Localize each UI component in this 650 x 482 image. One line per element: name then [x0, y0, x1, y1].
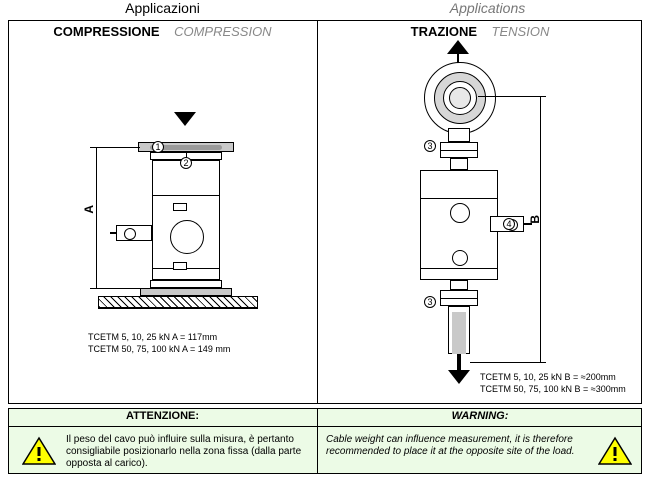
ground-hatch: [98, 296, 258, 308]
upper-thread: [450, 158, 468, 170]
lower-rod-shade: [452, 312, 466, 354]
body-slot-top: [173, 203, 187, 211]
dimension-ext-b-top: [478, 96, 540, 97]
dimension-tick-a-bottom: [90, 288, 102, 289]
callout-4: 4: [503, 218, 515, 230]
upper-nut-line: [440, 150, 478, 151]
callout-2: 2: [180, 157, 192, 169]
left-note-1: TCETM 5, 10, 25 kN A = 117mm: [88, 332, 218, 342]
load-arrow-up-icon: [447, 40, 469, 54]
tension-body-line-1: [420, 198, 498, 199]
warning-text-italian: Il peso del cavo può influire sulla misura, è pertanto consigliabile posizionarlo nella zona fissa (dalla parte opposta al carico).: [66, 434, 302, 469]
left-panel-heading: [8, 24, 317, 40]
warning-triangle-icon-left: [22, 436, 56, 466]
tension-body-bore-2: [452, 250, 468, 266]
ground-line: [98, 308, 258, 309]
warning-title-divider: [8, 426, 642, 427]
page-title-english: Applications: [449, 0, 526, 16]
callout-2-leader: [186, 152, 187, 158]
tension-body-bore: [450, 203, 470, 223]
left-note-2: TCETM 50, 75, 100 kN A = 149 mm: [88, 344, 231, 354]
dimension-label-b: B: [528, 215, 542, 224]
title-row: [0, 0, 650, 18]
dimension-line-b: [540, 96, 541, 362]
lower-nut-line: [440, 298, 478, 299]
load-arrow-down-icon: [174, 112, 196, 126]
page-title-italian: Applicazioni: [125, 0, 200, 16]
right-note-2: TCETM 50, 75, 100 kN B = ≈300mm: [480, 384, 626, 394]
right-heading-italian: TRAZIONE: [410, 24, 478, 39]
warning-triangle-icon-right: [598, 436, 632, 466]
right-panel-heading: [318, 24, 642, 40]
dimension-ext-a-bottom: [102, 288, 140, 289]
eye-shank: [448, 128, 470, 142]
lower-thread: [450, 280, 468, 290]
right-note-1: TCETM 5, 10, 25 kN B = ≈200mm: [480, 372, 616, 382]
dimension-ext-b-bottom: [470, 362, 540, 363]
left-heading-italian: COMPRESSIONE: [53, 24, 160, 39]
cable-lead: [110, 232, 117, 234]
dimension-line-a: [96, 147, 97, 289]
connector-pin: [124, 228, 136, 240]
body-slot-bottom: [173, 262, 187, 270]
panel-divider: [317, 20, 318, 404]
body-line-1: [152, 195, 220, 196]
load-arrow-down-icon-tension: [448, 370, 470, 384]
warning-text-english: Cable weight can influence measurement, it is therefore recommended to place it at the opposite site of the load.: [326, 434, 575, 457]
left-heading-english: COMPRESSION: [174, 24, 272, 39]
tension-body-line-2: [420, 268, 498, 269]
warning-title-english: WARNING:: [451, 410, 509, 422]
callout-3b: 3: [424, 296, 436, 308]
right-heading-english: TENSION: [491, 24, 550, 39]
dimension-label-a: A: [82, 205, 96, 214]
callout-3: 3: [424, 140, 436, 152]
callout-1: 1: [152, 141, 164, 153]
rod-eye-bore-inner: [449, 87, 471, 109]
compression-lower-flange: [150, 280, 222, 288]
compression-base-plate: [140, 288, 232, 296]
dimension-ext-a-top: [102, 147, 140, 148]
body-center-bore: [170, 220, 204, 254]
dimension-tick-a-top: [90, 147, 102, 148]
warning-title-italian: ATTENZIONE:: [125, 410, 200, 422]
